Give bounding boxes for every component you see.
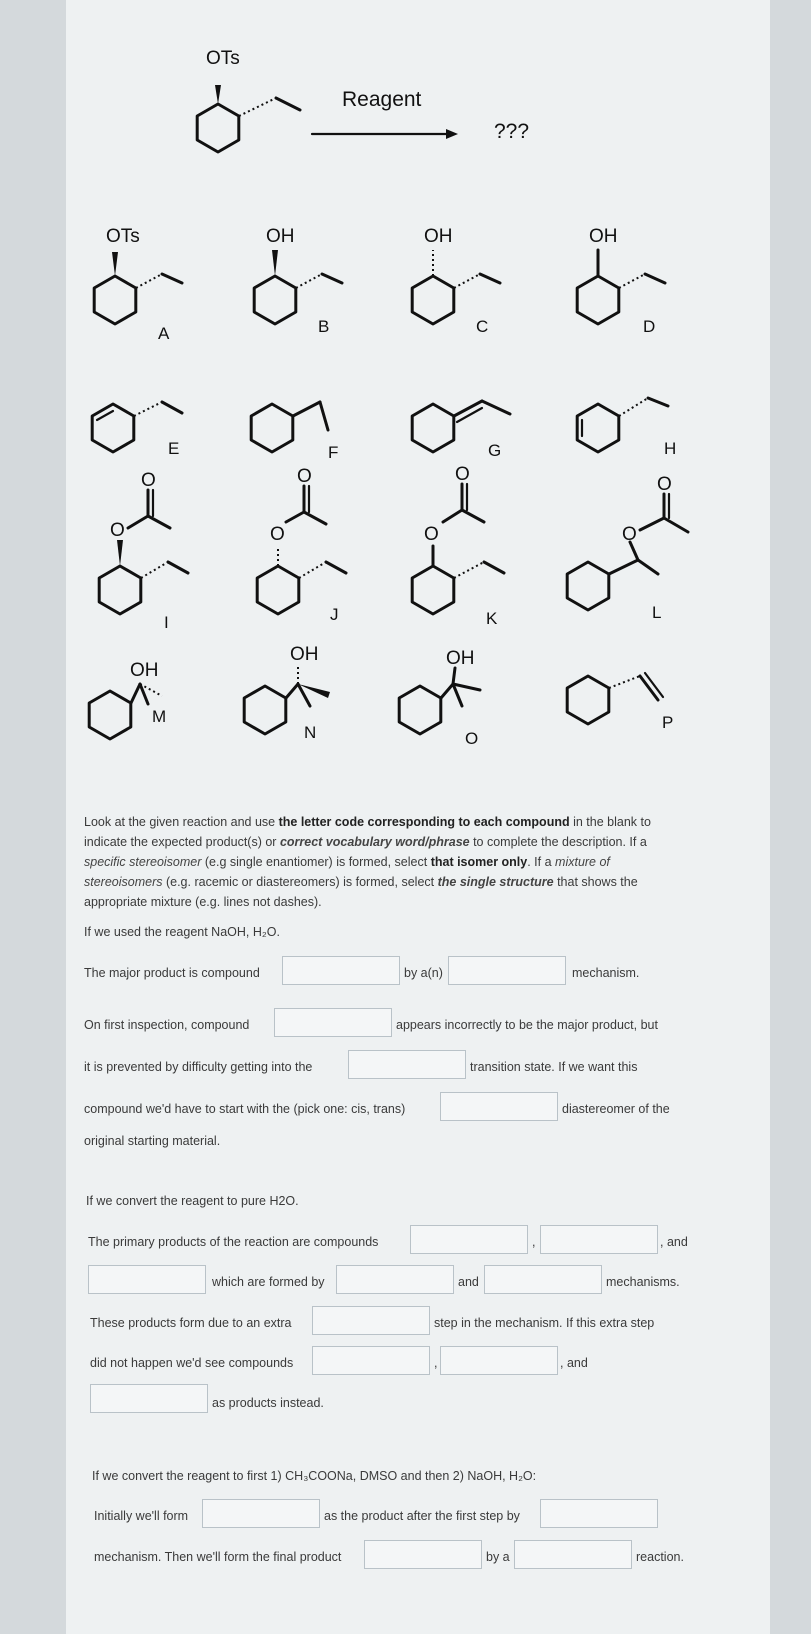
svg-text:OTs: OTs bbox=[206, 48, 240, 69]
s1-text-6: it is prevented by difficulty getting into the bbox=[84, 1060, 313, 1074]
svg-text:L: L bbox=[652, 603, 662, 622]
svg-text:O: O bbox=[270, 524, 285, 545]
s1-transition-state-input[interactable] bbox=[348, 1050, 466, 1079]
s1-text-8: compound we'd have to start with the (pick one: cis, trans) bbox=[84, 1102, 406, 1116]
svg-text:H: H bbox=[664, 439, 677, 458]
svg-text:O: O bbox=[455, 464, 470, 485]
s2-and-2: , and bbox=[560, 1356, 588, 1370]
s2-text-8: as products instead. bbox=[212, 1396, 324, 1410]
compound-K[interactable] bbox=[412, 464, 504, 628]
compound-P[interactable] bbox=[567, 673, 673, 732]
compound-E[interactable] bbox=[92, 402, 182, 458]
svg-text:Reagent: Reagent bbox=[342, 88, 422, 111]
s2-compound-3-input[interactable] bbox=[88, 1265, 206, 1294]
s2-instead-2-input[interactable] bbox=[440, 1346, 558, 1375]
compound-A[interactable] bbox=[94, 226, 182, 343]
compound-M[interactable] bbox=[89, 660, 166, 739]
section1-heading: If we used the reagent NaOH, H₂O. bbox=[84, 925, 280, 939]
starting-material bbox=[197, 48, 300, 152]
s2-text-7: did not happen we'd see compounds bbox=[90, 1356, 294, 1370]
svg-text:O: O bbox=[657, 474, 672, 495]
s2-text-2: which are formed by bbox=[212, 1275, 325, 1289]
svg-text:???: ??? bbox=[494, 120, 530, 143]
s2-compound-2-input[interactable] bbox=[540, 1225, 658, 1254]
section2-heading: If we convert the reagent to pure H2O. bbox=[86, 1194, 299, 1208]
s3-mechanism-1-input[interactable] bbox=[540, 1499, 658, 1528]
svg-text:J: J bbox=[330, 605, 339, 624]
s1-text-1: The major product is compound bbox=[84, 966, 260, 980]
svg-text:O: O bbox=[622, 524, 637, 545]
s1-cis-trans-input[interactable] bbox=[440, 1092, 558, 1121]
svg-text:G: G bbox=[488, 441, 502, 460]
svg-text:M: M bbox=[152, 707, 167, 726]
section3-heading: If we convert the reagent to first 1) CH₃COONa, DMSO and then 2) NaOH, H₂O: bbox=[92, 1469, 537, 1483]
s1-text-4: On first inspection, compound bbox=[84, 1018, 250, 1032]
reaction-arrow bbox=[312, 88, 529, 143]
compound-F[interactable] bbox=[251, 402, 338, 462]
svg-text:O: O bbox=[424, 524, 439, 545]
s2-comma-2: , bbox=[434, 1356, 438, 1370]
s2-text-1: The primary products of the reaction are compounds bbox=[88, 1235, 379, 1249]
structures-figure bbox=[0, 0, 811, 760]
svg-text:B: B bbox=[318, 317, 330, 336]
compound-D[interactable] bbox=[577, 226, 665, 336]
s1-compound-input[interactable] bbox=[274, 1008, 392, 1037]
svg-text:OH: OH bbox=[446, 648, 475, 669]
s1-text-9: diastereomer of the bbox=[562, 1102, 670, 1116]
s1-text-2: by a(n) bbox=[404, 966, 443, 980]
s2-mechanism-1-input[interactable] bbox=[336, 1265, 454, 1294]
s3-text-4: by a bbox=[486, 1550, 510, 1564]
s2-and-1: , and bbox=[660, 1235, 688, 1249]
instructions-paragraph: Look at the given reaction and use the letter code corresponding to each compound in the blank to indicate the expected product(s) or correct vocabulary word/phrase to complete the description. If a specific stereoisomer (e.g single enantiomer) is formed, select that isomer only. If a mixture of stereoisomers (e.g. racemic or diastereomers) is formed, select the single structure that shows the appropriate mixture (e.g. lines not dashes). bbox=[84, 815, 651, 909]
s2-text-6: step in the mechanism. If this extra step bbox=[434, 1316, 655, 1330]
s3-text-2: as the product after the first step by bbox=[324, 1509, 520, 1523]
s3-final-product-input[interactable] bbox=[364, 1540, 482, 1569]
svg-text:K: K bbox=[486, 609, 498, 628]
compound-C[interactable] bbox=[412, 226, 500, 336]
s2-extra-step-input[interactable] bbox=[312, 1306, 430, 1335]
svg-text:OH: OH bbox=[130, 660, 159, 681]
s3-mechanism-2-input[interactable] bbox=[514, 1540, 632, 1569]
svg-text:OH: OH bbox=[266, 226, 295, 247]
svg-text:D: D bbox=[643, 317, 656, 336]
s1-major-compound-input[interactable] bbox=[282, 956, 400, 985]
svg-text:O: O bbox=[141, 470, 156, 491]
s1-text-7: transition state. If we want this bbox=[470, 1060, 638, 1074]
s2-text-4: mechanisms. bbox=[606, 1275, 680, 1289]
compound-N[interactable] bbox=[244, 644, 330, 742]
s2-instead-3-input[interactable] bbox=[90, 1384, 208, 1413]
svg-text:I: I bbox=[164, 613, 169, 632]
svg-text:C: C bbox=[476, 317, 489, 336]
s1-text-3: mechanism. bbox=[572, 966, 640, 980]
s2-text-3: and bbox=[458, 1275, 479, 1289]
compound-J[interactable] bbox=[257, 466, 346, 624]
s1-text-10: original starting material. bbox=[84, 1134, 221, 1148]
svg-text:O: O bbox=[465, 729, 479, 748]
svg-text:O: O bbox=[110, 520, 125, 541]
s1-text-5: appears incorrectly to be the major product, but bbox=[396, 1018, 658, 1032]
svg-text:N: N bbox=[304, 723, 317, 742]
s2-text-5: These products form due to an extra bbox=[90, 1316, 292, 1330]
s2-compound-1-input[interactable] bbox=[410, 1225, 528, 1254]
s2-instead-1-input[interactable] bbox=[312, 1346, 430, 1375]
svg-text:A: A bbox=[158, 324, 170, 343]
svg-text:OH: OH bbox=[424, 226, 453, 247]
svg-text:P: P bbox=[662, 713, 674, 732]
svg-text:E: E bbox=[168, 439, 180, 458]
svg-text:O: O bbox=[297, 466, 312, 487]
svg-text:OH: OH bbox=[290, 644, 319, 665]
s1-mechanism-input[interactable] bbox=[448, 956, 566, 985]
s3-text-5: reaction. bbox=[636, 1550, 684, 1564]
compound-B[interactable] bbox=[254, 226, 342, 336]
s3-first-product-input[interactable] bbox=[202, 1499, 320, 1528]
compound-O[interactable] bbox=[399, 648, 480, 748]
svg-text:F: F bbox=[328, 443, 339, 462]
compound-I[interactable] bbox=[99, 470, 188, 632]
compound-L[interactable] bbox=[567, 474, 688, 622]
s3-text-3: mechanism. Then we'll form the final product bbox=[94, 1550, 342, 1564]
svg-text:OH: OH bbox=[589, 226, 618, 247]
s3-text-1: Initially we'll form bbox=[94, 1509, 189, 1523]
s2-mechanism-2-input[interactable] bbox=[484, 1265, 602, 1294]
s2-comma-1: , bbox=[532, 1235, 536, 1249]
compound-H[interactable] bbox=[577, 398, 676, 458]
compound-G[interactable] bbox=[412, 401, 510, 460]
svg-text:OTs: OTs bbox=[106, 226, 140, 247]
